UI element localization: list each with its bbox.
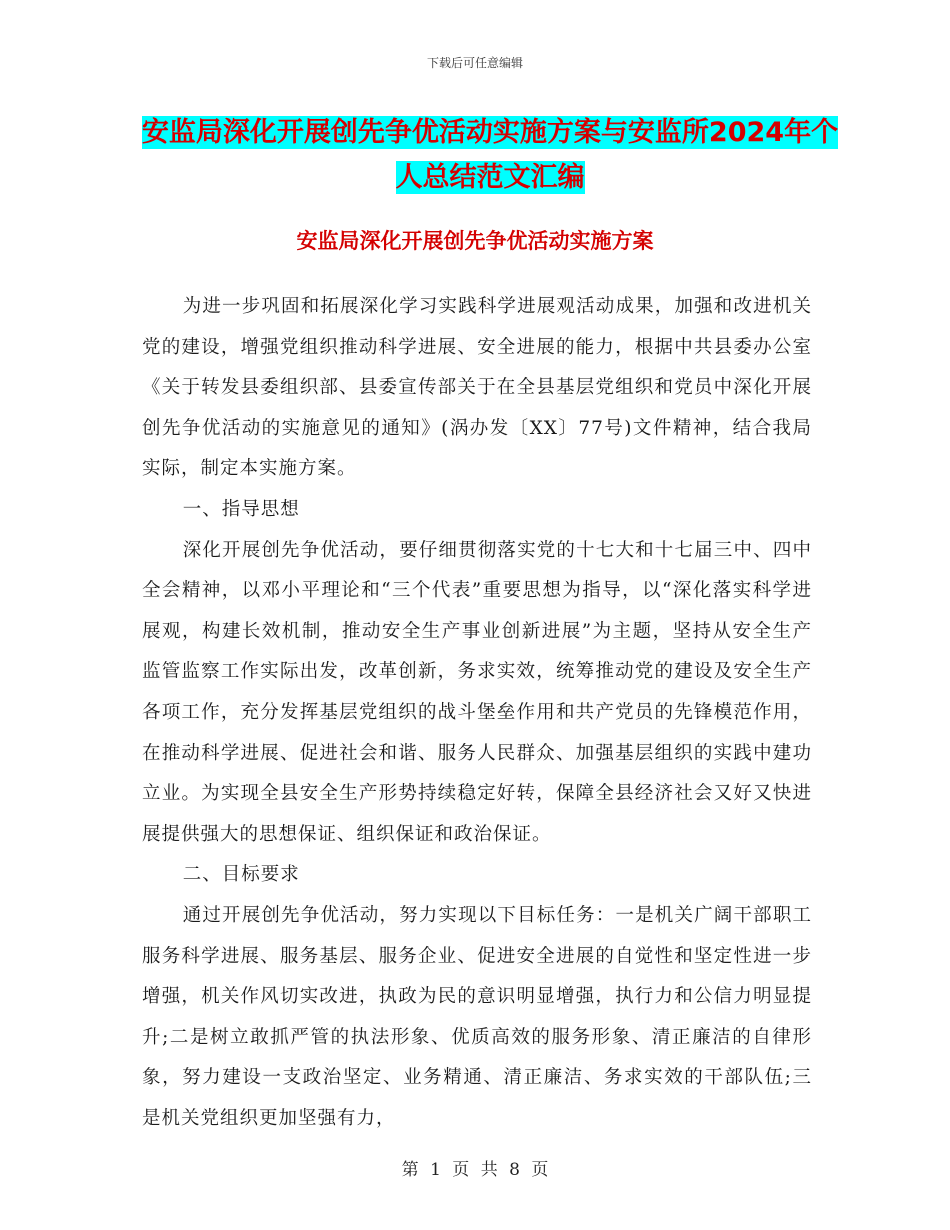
document-title bbox=[140, 110, 840, 200]
document-body bbox=[142, 287, 812, 1139]
paragraph-guiding-ideology: 深化开展创先争优活动，要仔细贯彻落实党的十七大和十七届三中、四中全会精神，以邓小平理论和“三个代表”重要思想为指导，以“深化落实科学进展观，构建长效机制，推动安全生产事业创新进展”为主题，坚持从安全生产监管监察工作实际出发，改革创新，务求实效，统筹推动党的建设及安全生产各项工作，充分发挥基层党组织的战斗堡垒作用和共产党员的先锋模范作用，在推动科学进展、促进社会和谐、服务人民群众、加强基层组织的实践中建功立业。为实现全县安全生产形势持续稳定好转，保障全县经济社会又好又快进展提供强大的思想保证、组织保证和政治保证。 bbox=[142, 539, 812, 845]
header-note: 下载后可任意编辑 bbox=[426, 56, 523, 70]
paragraph-intro: 为进一步巩固和拓展深化学习实践科学进展观活动成果，加强和改进机关党的建设，增强党组织推动科学进展、安全进展的能力，根据中共县委办公室《关于转发县委组织部、县委宣传部关于在全县基层党组织和党员中深化开展创先争优活动的实施意见的通知》(涡办发〔XX〕77号)文件精神，结合我局实际，制定本实施方案。 bbox=[142, 296, 812, 480]
document-title-text: 安监局深化开展创先争优活动实施方案与安监所2024年个人总结范文汇编 bbox=[141, 117, 839, 193]
paragraph-goals: 通过开展创先争优活动，努力实现以下目标任务：一是机关广阔干部职工服务科学进展、服务基层、服务企业、促进安全进展的自觉性和坚定性进一步增强，机关作风切实改进，执政为民的意识明显增强，执行力和公信力明显提升;二是树立敢抓严管的执法形象、优质高效的服务形象、清正廉洁的自律形象，努力建设一支政治坚定、业务精通、清正廉洁、务求实效的干部队伍;三是机关党组织更加坚强有力， bbox=[142, 904, 812, 1129]
section-title: 安监局深化开展创先争优活动实施方案 bbox=[296, 229, 654, 253]
heading-guiding-ideology: 一、指导思想 bbox=[182, 498, 300, 520]
page-number-footer: 第 1 页 共 8 页 bbox=[401, 1160, 549, 1180]
heading-goals: 二、目标要求 bbox=[182, 864, 300, 886]
